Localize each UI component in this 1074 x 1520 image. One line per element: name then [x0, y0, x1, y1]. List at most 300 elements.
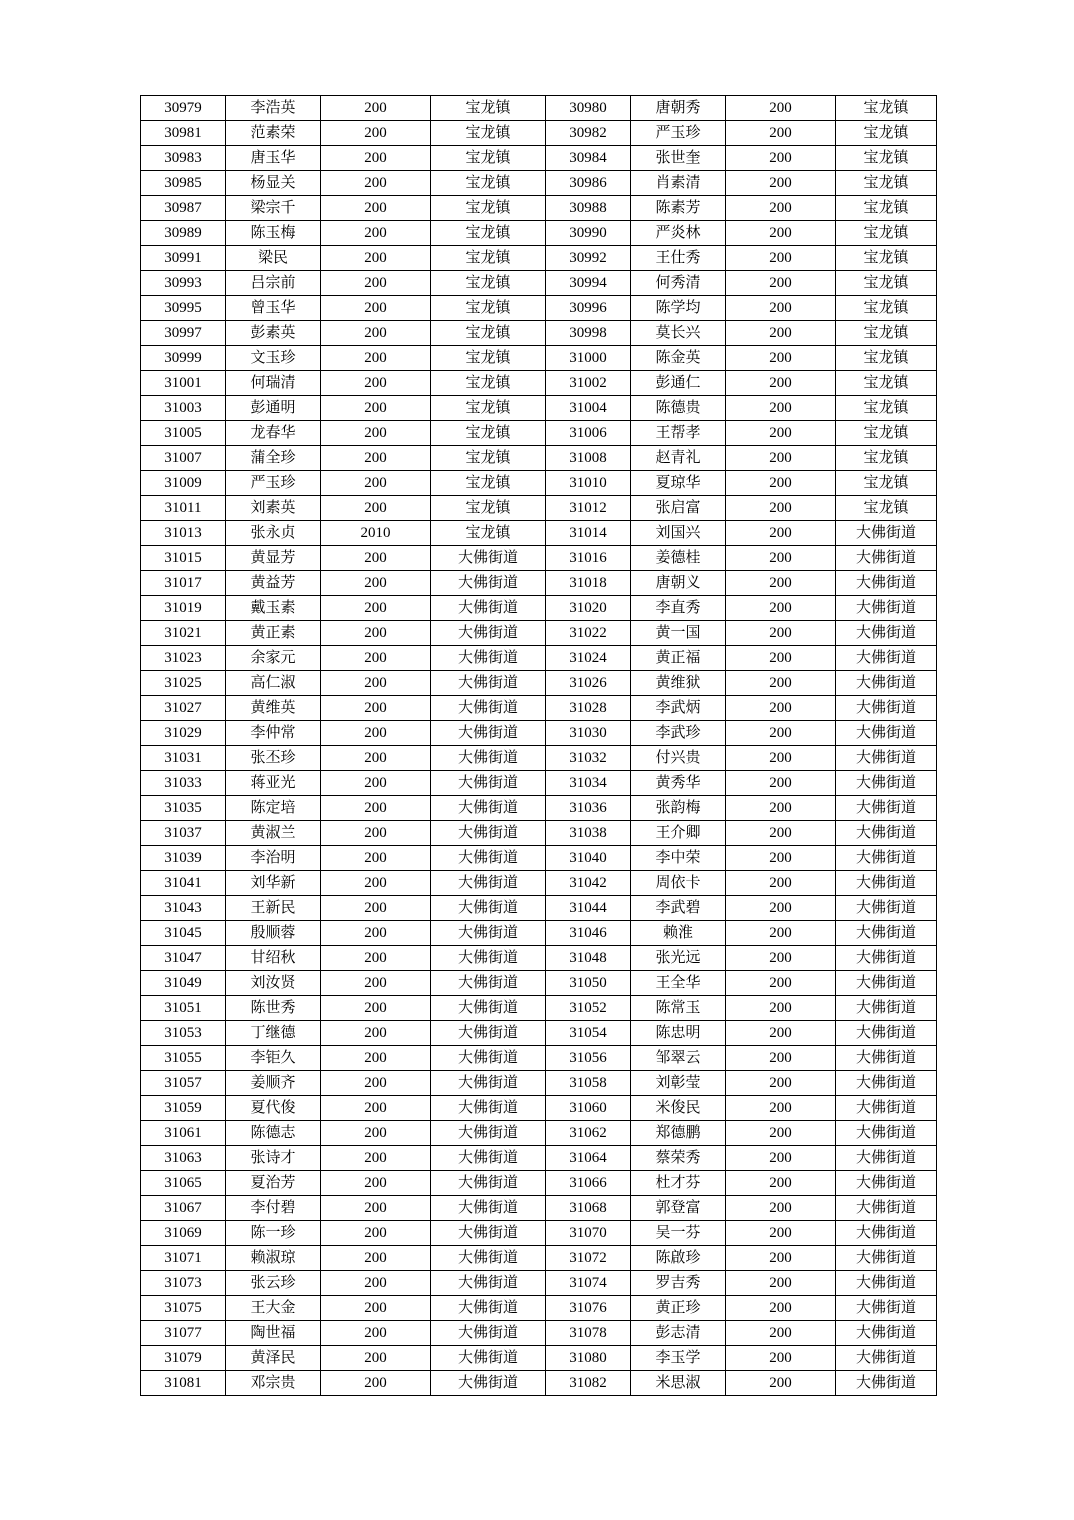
name-cell: 陈玉梅 — [226, 221, 321, 246]
name-cell: 刘华新 — [226, 871, 321, 896]
amount-cell: 200 — [726, 1146, 836, 1171]
amount-cell: 200 — [321, 471, 431, 496]
town-cell: 宝龙镇 — [836, 296, 937, 321]
amount-cell: 200 — [321, 1046, 431, 1071]
id-cell: 31013 — [141, 521, 226, 546]
town-cell: 大佛街道 — [431, 646, 546, 671]
name-cell: 张韵梅 — [631, 796, 726, 821]
id-cell: 30984 — [546, 146, 631, 171]
id-cell: 30991 — [141, 246, 226, 271]
town-cell: 大佛街道 — [836, 1171, 937, 1196]
name-cell: 莫长兴 — [631, 321, 726, 346]
amount-cell: 200 — [726, 571, 836, 596]
table-row — [141, 346, 937, 371]
name-cell: 刘素英 — [226, 496, 321, 521]
id-cell: 31058 — [546, 1071, 631, 1096]
amount-cell: 200 — [726, 946, 836, 971]
id-cell: 31080 — [546, 1346, 631, 1371]
amount-cell: 200 — [321, 671, 431, 696]
town-cell: 大佛街道 — [836, 1321, 937, 1346]
id-cell: 31038 — [546, 821, 631, 846]
id-cell: 30989 — [141, 221, 226, 246]
table-row — [141, 646, 937, 671]
id-cell: 31035 — [141, 796, 226, 821]
name-cell: 赖淮 — [631, 921, 726, 946]
id-cell: 31005 — [141, 421, 226, 446]
id-cell: 30983 — [141, 146, 226, 171]
id-cell: 31024 — [546, 646, 631, 671]
name-cell: 陈德贵 — [631, 396, 726, 421]
name-cell: 彭通明 — [226, 396, 321, 421]
town-cell: 宝龙镇 — [431, 146, 546, 171]
table-row — [141, 471, 937, 496]
id-cell: 30981 — [141, 121, 226, 146]
name-cell: 余家元 — [226, 646, 321, 671]
id-cell: 30986 — [546, 171, 631, 196]
town-cell: 宝龙镇 — [431, 296, 546, 321]
name-cell: 李浩英 — [226, 96, 321, 121]
town-cell: 大佛街道 — [836, 946, 937, 971]
id-cell: 31051 — [141, 996, 226, 1021]
amount-cell: 200 — [726, 1321, 836, 1346]
amount-cell: 200 — [321, 571, 431, 596]
amount-cell: 200 — [321, 146, 431, 171]
id-cell: 30994 — [546, 271, 631, 296]
id-cell: 30999 — [141, 346, 226, 371]
table-row — [141, 446, 937, 471]
id-cell: 30998 — [546, 321, 631, 346]
town-cell: 大佛街道 — [431, 596, 546, 621]
town-cell: 大佛街道 — [836, 1271, 937, 1296]
table-row — [141, 921, 937, 946]
table-row — [141, 996, 937, 1021]
table-row — [141, 696, 937, 721]
amount-cell: 200 — [726, 546, 836, 571]
amount-cell: 200 — [726, 846, 836, 871]
amount-cell: 200 — [321, 771, 431, 796]
payment-roster-table — [140, 95, 937, 1396]
town-cell: 大佛街道 — [836, 646, 937, 671]
id-cell: 31079 — [141, 1346, 226, 1371]
id-cell: 31009 — [141, 471, 226, 496]
name-cell: 刘彰莹 — [631, 1071, 726, 1096]
amount-cell: 200 — [321, 346, 431, 371]
town-cell: 大佛街道 — [836, 1021, 937, 1046]
id-cell: 31061 — [141, 1121, 226, 1146]
town-cell: 大佛街道 — [431, 1146, 546, 1171]
amount-cell: 200 — [321, 946, 431, 971]
town-cell: 大佛街道 — [431, 1296, 546, 1321]
table-row — [141, 771, 937, 796]
name-cell: 张世奎 — [631, 146, 726, 171]
name-cell: 黄显芳 — [226, 546, 321, 571]
name-cell: 吴一芬 — [631, 1221, 726, 1246]
town-cell: 宝龙镇 — [431, 96, 546, 121]
name-cell: 彭通仁 — [631, 371, 726, 396]
table-row — [141, 946, 937, 971]
amount-cell: 200 — [726, 346, 836, 371]
town-cell: 大佛街道 — [836, 621, 937, 646]
id-cell: 31014 — [546, 521, 631, 546]
name-cell: 张丕珍 — [226, 746, 321, 771]
id-cell: 31081 — [141, 1371, 226, 1396]
amount-cell: 200 — [726, 471, 836, 496]
amount-cell: 200 — [726, 596, 836, 621]
town-cell: 大佛街道 — [431, 921, 546, 946]
town-cell: 大佛街道 — [836, 996, 937, 1021]
id-cell: 31076 — [546, 1296, 631, 1321]
name-cell: 严玉珍 — [226, 471, 321, 496]
id-cell: 31042 — [546, 871, 631, 896]
id-cell: 31028 — [546, 696, 631, 721]
name-cell: 陈素芳 — [631, 196, 726, 221]
town-cell: 大佛街道 — [431, 1196, 546, 1221]
id-cell: 31006 — [546, 421, 631, 446]
name-cell: 李中荣 — [631, 846, 726, 871]
town-cell: 大佛街道 — [836, 1221, 937, 1246]
town-cell: 大佛街道 — [836, 571, 937, 596]
name-cell: 米俊民 — [631, 1096, 726, 1121]
town-cell: 大佛街道 — [836, 1196, 937, 1221]
town-cell: 宝龙镇 — [836, 221, 937, 246]
name-cell: 龙春华 — [226, 421, 321, 446]
town-cell: 大佛街道 — [431, 1071, 546, 1096]
table-row — [141, 746, 937, 771]
table-row — [141, 1346, 937, 1371]
amount-cell: 200 — [321, 746, 431, 771]
name-cell: 黄泽民 — [226, 1346, 321, 1371]
id-cell: 31050 — [546, 971, 631, 996]
table-row — [141, 896, 937, 921]
name-cell: 蒲全珍 — [226, 446, 321, 471]
amount-cell: 200 — [321, 1146, 431, 1171]
town-cell: 大佛街道 — [836, 1096, 937, 1121]
town-cell: 大佛街道 — [836, 546, 937, 571]
table-row — [141, 1046, 937, 1071]
name-cell: 唐朝义 — [631, 571, 726, 596]
amount-cell: 200 — [726, 771, 836, 796]
town-cell: 宝龙镇 — [431, 196, 546, 221]
id-cell: 31031 — [141, 746, 226, 771]
id-cell: 31055 — [141, 1046, 226, 1071]
name-cell: 赖淑琼 — [226, 1246, 321, 1271]
id-cell: 31029 — [141, 721, 226, 746]
name-cell: 陈一珍 — [226, 1221, 321, 1246]
town-cell: 大佛街道 — [836, 671, 937, 696]
name-cell: 邹翠云 — [631, 1046, 726, 1071]
amount-cell: 200 — [321, 121, 431, 146]
amount-cell: 200 — [321, 721, 431, 746]
name-cell: 何瑞清 — [226, 371, 321, 396]
amount-cell: 200 — [321, 896, 431, 921]
id-cell: 31046 — [546, 921, 631, 946]
amount-cell: 200 — [321, 446, 431, 471]
amount-cell: 200 — [726, 921, 836, 946]
name-cell: 姜德桂 — [631, 546, 726, 571]
town-cell: 宝龙镇 — [836, 446, 937, 471]
amount-cell: 200 — [321, 396, 431, 421]
town-cell: 大佛街道 — [836, 1246, 937, 1271]
amount-cell: 200 — [726, 1221, 836, 1246]
table-row — [141, 271, 937, 296]
amount-cell: 200 — [321, 646, 431, 671]
id-cell: 31001 — [141, 371, 226, 396]
table-row — [141, 1096, 937, 1121]
name-cell: 李治明 — [226, 846, 321, 871]
town-cell: 大佛街道 — [836, 1371, 937, 1396]
id-cell: 31025 — [141, 671, 226, 696]
id-cell: 31057 — [141, 1071, 226, 1096]
town-cell: 大佛街道 — [431, 721, 546, 746]
amount-cell: 200 — [726, 1271, 836, 1296]
id-cell: 31077 — [141, 1321, 226, 1346]
name-cell: 郑德鹏 — [631, 1121, 726, 1146]
name-cell: 陈金英 — [631, 346, 726, 371]
town-cell: 大佛街道 — [431, 896, 546, 921]
name-cell: 李武珍 — [631, 721, 726, 746]
id-cell: 31063 — [141, 1146, 226, 1171]
table-row — [141, 596, 937, 621]
amount-cell: 200 — [726, 896, 836, 921]
amount-cell: 200 — [321, 221, 431, 246]
id-cell: 31062 — [546, 1121, 631, 1146]
town-cell: 大佛街道 — [836, 1296, 937, 1321]
table-row — [141, 121, 937, 146]
town-cell: 大佛街道 — [836, 821, 937, 846]
name-cell: 刘国兴 — [631, 521, 726, 546]
name-cell: 刘汝贤 — [226, 971, 321, 996]
town-cell: 大佛街道 — [431, 1371, 546, 1396]
amount-cell: 200 — [726, 1071, 836, 1096]
name-cell: 吕宗前 — [226, 271, 321, 296]
town-cell: 大佛街道 — [431, 1321, 546, 1346]
table-row — [141, 1021, 937, 1046]
table-row — [141, 1171, 937, 1196]
table-row — [141, 246, 937, 271]
amount-cell: 200 — [726, 446, 836, 471]
amount-cell: 200 — [726, 1171, 836, 1196]
id-cell: 31008 — [546, 446, 631, 471]
amount-cell: 200 — [321, 1371, 431, 1396]
id-cell: 30993 — [141, 271, 226, 296]
town-cell: 大佛街道 — [431, 771, 546, 796]
table-row — [141, 171, 937, 196]
amount-cell: 200 — [726, 246, 836, 271]
id-cell: 31018 — [546, 571, 631, 596]
amount-cell: 200 — [321, 421, 431, 446]
name-cell: 李武碧 — [631, 896, 726, 921]
table-row — [141, 1071, 937, 1096]
name-cell: 殷顺蓉 — [226, 921, 321, 946]
name-cell: 李武炳 — [631, 696, 726, 721]
id-cell: 31065 — [141, 1171, 226, 1196]
town-cell: 大佛街道 — [431, 1021, 546, 1046]
id-cell: 31027 — [141, 696, 226, 721]
amount-cell: 200 — [321, 696, 431, 721]
id-cell: 30982 — [546, 121, 631, 146]
id-cell: 30996 — [546, 296, 631, 321]
name-cell: 梁民 — [226, 246, 321, 271]
name-cell: 蒋亚光 — [226, 771, 321, 796]
town-cell: 大佛街道 — [431, 1271, 546, 1296]
name-cell: 郭登富 — [631, 1196, 726, 1221]
id-cell: 31033 — [141, 771, 226, 796]
name-cell: 夏治芳 — [226, 1171, 321, 1196]
name-cell: 曾玉华 — [226, 296, 321, 321]
id-cell: 31069 — [141, 1221, 226, 1246]
name-cell: 陈常玉 — [631, 996, 726, 1021]
name-cell: 陈定培 — [226, 796, 321, 821]
town-cell: 大佛街道 — [431, 621, 546, 646]
name-cell: 王仕秀 — [631, 246, 726, 271]
id-cell: 31067 — [141, 1196, 226, 1221]
town-cell: 大佛街道 — [836, 796, 937, 821]
amount-cell: 200 — [321, 971, 431, 996]
amount-cell: 200 — [726, 671, 836, 696]
town-cell: 宝龙镇 — [836, 471, 937, 496]
name-cell: 杨显关 — [226, 171, 321, 196]
amount-cell: 200 — [321, 1021, 431, 1046]
id-cell: 31026 — [546, 671, 631, 696]
amount-cell: 200 — [321, 1196, 431, 1221]
town-cell: 宝龙镇 — [836, 96, 937, 121]
amount-cell: 200 — [321, 1221, 431, 1246]
amount-cell: 200 — [321, 1096, 431, 1121]
amount-cell: 200 — [726, 796, 836, 821]
town-cell: 大佛街道 — [836, 596, 937, 621]
amount-cell: 200 — [726, 146, 836, 171]
town-cell: 宝龙镇 — [836, 396, 937, 421]
table-row — [141, 1296, 937, 1321]
id-cell: 31070 — [546, 1221, 631, 1246]
id-cell: 31040 — [546, 846, 631, 871]
id-cell: 31003 — [141, 396, 226, 421]
id-cell: 31044 — [546, 896, 631, 921]
town-cell: 宝龙镇 — [836, 246, 937, 271]
table-row — [141, 1321, 937, 1346]
town-cell: 宝龙镇 — [431, 446, 546, 471]
id-cell: 31036 — [546, 796, 631, 821]
town-cell: 大佛街道 — [431, 1171, 546, 1196]
table-row — [141, 496, 937, 521]
town-cell: 大佛街道 — [836, 771, 937, 796]
amount-cell: 200 — [321, 1296, 431, 1321]
id-cell: 31074 — [546, 1271, 631, 1296]
id-cell: 31047 — [141, 946, 226, 971]
name-cell: 姜顺齐 — [226, 1071, 321, 1096]
town-cell: 宝龙镇 — [836, 196, 937, 221]
id-cell: 31022 — [546, 621, 631, 646]
id-cell: 31056 — [546, 1046, 631, 1071]
town-cell: 大佛街道 — [431, 696, 546, 721]
table-row — [141, 1196, 937, 1221]
name-cell: 张永贞 — [226, 521, 321, 546]
town-cell: 宝龙镇 — [431, 246, 546, 271]
name-cell: 唐朝秀 — [631, 96, 726, 121]
name-cell: 王介卿 — [631, 821, 726, 846]
amount-cell: 200 — [726, 696, 836, 721]
town-cell: 大佛街道 — [836, 871, 937, 896]
id-cell: 31053 — [141, 1021, 226, 1046]
table-row — [141, 796, 937, 821]
amount-cell: 200 — [726, 1246, 836, 1271]
town-cell: 宝龙镇 — [431, 121, 546, 146]
town-cell: 宝龙镇 — [836, 346, 937, 371]
name-cell: 黄淑兰 — [226, 821, 321, 846]
table-row — [141, 1271, 937, 1296]
amount-cell: 200 — [726, 996, 836, 1021]
table-row — [141, 371, 937, 396]
name-cell: 戴玉素 — [226, 596, 321, 621]
amount-cell: 200 — [321, 846, 431, 871]
amount-cell: 200 — [321, 796, 431, 821]
id-cell: 31017 — [141, 571, 226, 596]
town-cell: 大佛街道 — [431, 971, 546, 996]
amount-cell: 200 — [726, 1121, 836, 1146]
name-cell: 赵青礼 — [631, 446, 726, 471]
id-cell: 31000 — [546, 346, 631, 371]
name-cell: 米思淑 — [631, 1371, 726, 1396]
id-cell: 30995 — [141, 296, 226, 321]
name-cell: 罗吉秀 — [631, 1271, 726, 1296]
amount-cell: 200 — [726, 1046, 836, 1071]
town-cell: 大佛街道 — [431, 796, 546, 821]
table-row — [141, 321, 937, 346]
table-row — [141, 396, 937, 421]
town-cell: 大佛街道 — [431, 1246, 546, 1271]
amount-cell: 200 — [321, 996, 431, 1021]
town-cell: 大佛街道 — [836, 1146, 937, 1171]
name-cell: 陈啟珍 — [631, 1246, 726, 1271]
id-cell: 31075 — [141, 1296, 226, 1321]
town-cell: 大佛街道 — [836, 721, 937, 746]
amount-cell: 200 — [726, 871, 836, 896]
id-cell: 31054 — [546, 1021, 631, 1046]
id-cell: 31007 — [141, 446, 226, 471]
amount-cell: 200 — [726, 96, 836, 121]
town-cell: 宝龙镇 — [836, 321, 937, 346]
id-cell: 31066 — [546, 1171, 631, 1196]
name-cell: 严玉珍 — [631, 121, 726, 146]
amount-cell: 200 — [321, 871, 431, 896]
amount-cell: 200 — [726, 396, 836, 421]
name-cell: 陈德志 — [226, 1121, 321, 1146]
name-cell: 夏代俊 — [226, 1096, 321, 1121]
town-cell: 宝龙镇 — [836, 421, 937, 446]
id-cell: 31004 — [546, 396, 631, 421]
id-cell: 31048 — [546, 946, 631, 971]
name-cell: 陈学均 — [631, 296, 726, 321]
id-cell: 30979 — [141, 96, 226, 121]
id-cell: 31064 — [546, 1146, 631, 1171]
amount-cell: 200 — [321, 821, 431, 846]
name-cell: 彭素英 — [226, 321, 321, 346]
name-cell: 黄益芳 — [226, 571, 321, 596]
id-cell: 31023 — [141, 646, 226, 671]
name-cell: 李玉学 — [631, 1346, 726, 1371]
amount-cell: 200 — [321, 321, 431, 346]
amount-cell: 200 — [321, 1171, 431, 1196]
id-cell: 30992 — [546, 246, 631, 271]
town-cell: 宝龙镇 — [836, 171, 937, 196]
name-cell: 文玉珍 — [226, 346, 321, 371]
id-cell: 31082 — [546, 1371, 631, 1396]
name-cell: 王帮孝 — [631, 421, 726, 446]
town-cell: 大佛街道 — [431, 996, 546, 1021]
town-cell: 宝龙镇 — [431, 321, 546, 346]
amount-cell: 200 — [726, 496, 836, 521]
table-row — [141, 221, 937, 246]
